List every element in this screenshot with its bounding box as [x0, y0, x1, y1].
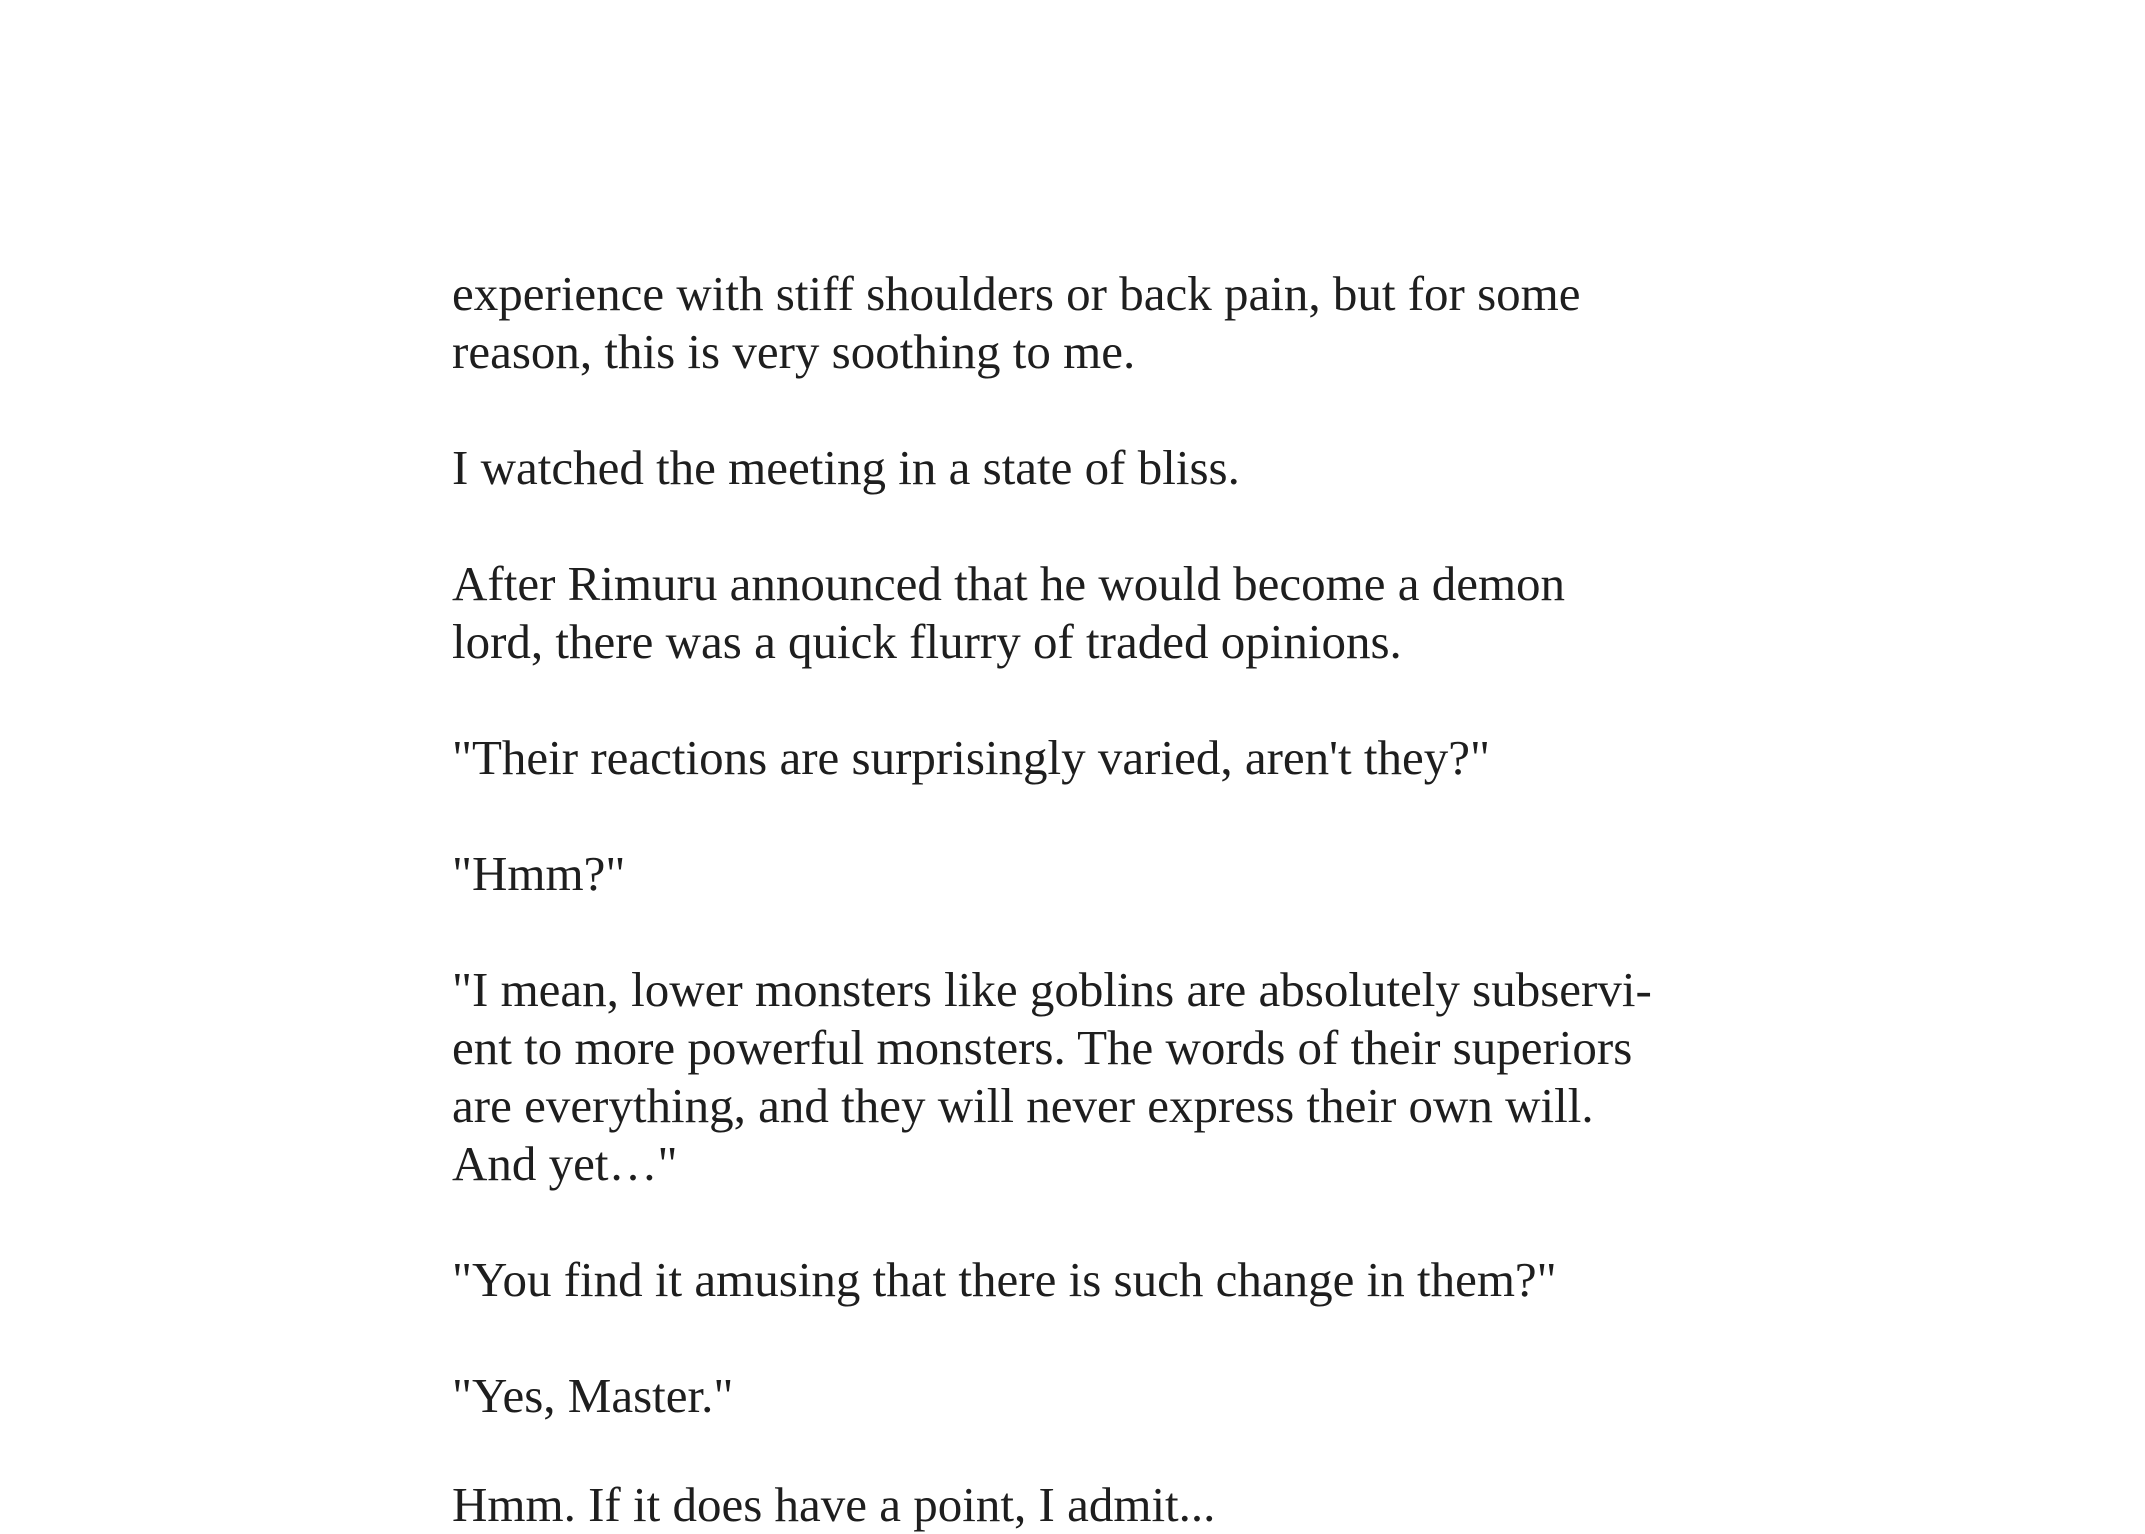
text-line: experience with stiff shoulders or back pain, but for some [452, 266, 1581, 321]
text-line: And yet…" [452, 1136, 678, 1191]
text-line: "I mean, lower monsters like goblins are absolutely subservi- [452, 962, 1652, 1017]
text-line: ent to more powerful monsters. The words of their superiors [452, 1020, 1633, 1075]
body-text [452, 265, 1712, 1483]
paragraph [452, 439, 1712, 497]
paragraph [452, 1251, 1712, 1309]
text-line: "You find it amusing that there is such change in them?" [452, 1252, 1557, 1307]
paragraph [452, 961, 1712, 1193]
paragraph [452, 845, 1712, 903]
paragraph [452, 555, 1712, 671]
text-line: "Yes, Master." [452, 1368, 734, 1423]
partial-text-line: Hmm. If it does have a point, I admit... [452, 1477, 1216, 1532]
paragraph [452, 1367, 1712, 1425]
text-line: After Rimuru announced that he would become a demon [452, 556, 1566, 611]
paragraph [452, 729, 1712, 787]
text-line: I watched the meeting in a state of bliss. [452, 440, 1240, 495]
text-line: reason, this is very soothing to me. [452, 324, 1136, 379]
text-line: "Their reactions are surprisingly varied, aren't they?" [452, 730, 1490, 785]
text-line: lord, there was a quick flurry of traded opinions. [452, 614, 1402, 669]
paragraph [452, 265, 1712, 381]
text-line: are everything, and they will never express their own will. [452, 1078, 1594, 1133]
text-line: "Hmm?" [452, 846, 626, 901]
